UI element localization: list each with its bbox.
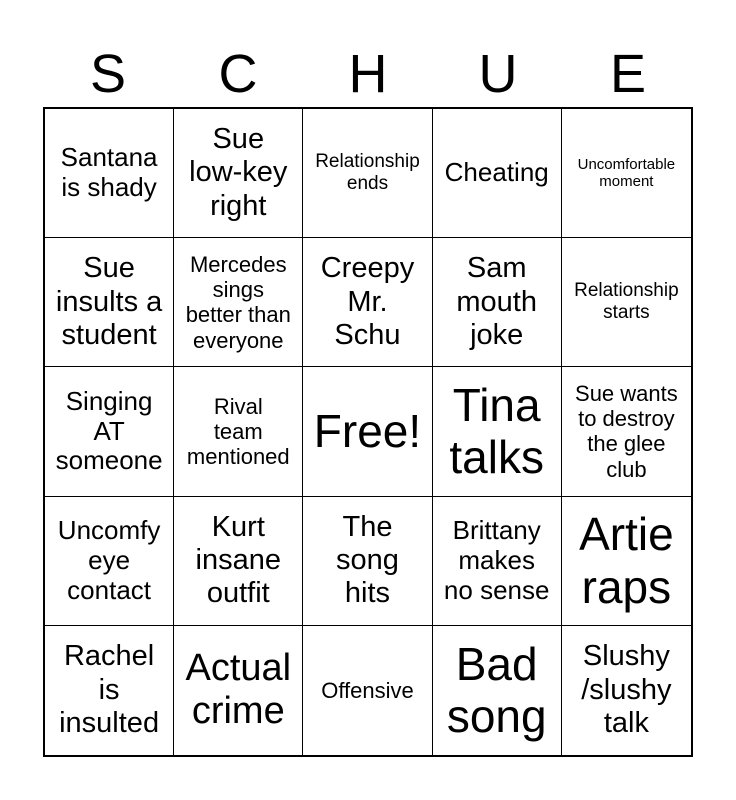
bingo-cell[interactable]: [45, 497, 174, 626]
cell-text: Sue low-key right: [189, 123, 288, 222]
header-letter-s: S: [89, 44, 127, 104]
bingo-cell[interactable]: [45, 626, 174, 755]
bingo-cell[interactable]: [562, 238, 691, 367]
bingo-cell[interactable]: [174, 109, 303, 238]
bingo-cell[interactable]: [433, 109, 562, 238]
cell-text: Artie raps: [579, 507, 674, 613]
bingo-cell[interactable]: [562, 367, 691, 496]
bingo-cell[interactable]: [303, 497, 432, 626]
bingo-cell[interactable]: [45, 367, 174, 496]
free-space[interactable]: [303, 367, 432, 496]
cell-text: Relationship starts: [574, 280, 679, 324]
bingo-cell[interactable]: [45, 109, 174, 238]
bingo-cell[interactable]: [174, 626, 303, 755]
header-letter-u: U: [478, 44, 518, 104]
bingo-board: [43, 107, 693, 757]
cell-text: Rival team mentioned: [186, 393, 290, 470]
cell-text: Santana is shady: [60, 142, 158, 203]
cell-text: Slushy /slushy talk: [581, 640, 672, 740]
bingo-cell[interactable]: [303, 238, 432, 367]
cell-text: Sue insults a student: [55, 252, 163, 351]
bingo-cell[interactable]: [174, 238, 303, 367]
cell-text: The song hits: [336, 510, 399, 610]
bingo-header: [43, 40, 693, 108]
bingo-cell[interactable]: [433, 367, 562, 496]
bingo-cell[interactable]: [562, 497, 691, 626]
cell-text: Sam mouth joke: [456, 252, 537, 351]
header-letter-e: E: [609, 44, 647, 104]
bingo-cell[interactable]: [433, 626, 562, 755]
bingo-cell[interactable]: [174, 497, 303, 626]
cell-text: Mercedes sings better than everyone: [185, 251, 291, 353]
bingo-cell[interactable]: [303, 626, 432, 755]
bingo-cell[interactable]: [562, 109, 691, 238]
cell-text: Relationship ends: [315, 151, 420, 195]
cell-text: Cheating: [444, 157, 549, 188]
header-letter-h: H: [348, 44, 388, 104]
cell-text: Sue wants to destroy the glee club: [575, 380, 678, 482]
cell-text: Offensive: [321, 677, 414, 703]
cell-text: Creepy Mr. Schu: [320, 252, 415, 351]
cell-text: Uncomfy eye contact: [57, 514, 161, 605]
bingo-cell[interactable]: [174, 367, 303, 496]
bingo-cell[interactable]: [433, 238, 562, 367]
cell-text: Kurt insane outfit: [195, 510, 282, 610]
cell-text: Brittany makes no sense: [443, 514, 550, 605]
bingo-cell[interactable]: [45, 238, 174, 367]
header-letter-c: C: [218, 44, 258, 104]
cell-text: Actual crime: [185, 646, 292, 733]
cell-text: Tina talks: [449, 378, 544, 484]
cell-text: Bad song: [446, 637, 547, 743]
bingo-cell[interactable]: [433, 497, 562, 626]
cell-text: Singing AT someone: [55, 385, 163, 476]
bingo-cell[interactable]: [303, 109, 432, 238]
cell-text: Free!: [313, 405, 422, 458]
cell-text: Rachel is insulted: [59, 640, 160, 740]
cell-text: Uncomfortable moment: [577, 155, 676, 191]
bingo-cell[interactable]: [562, 626, 691, 755]
